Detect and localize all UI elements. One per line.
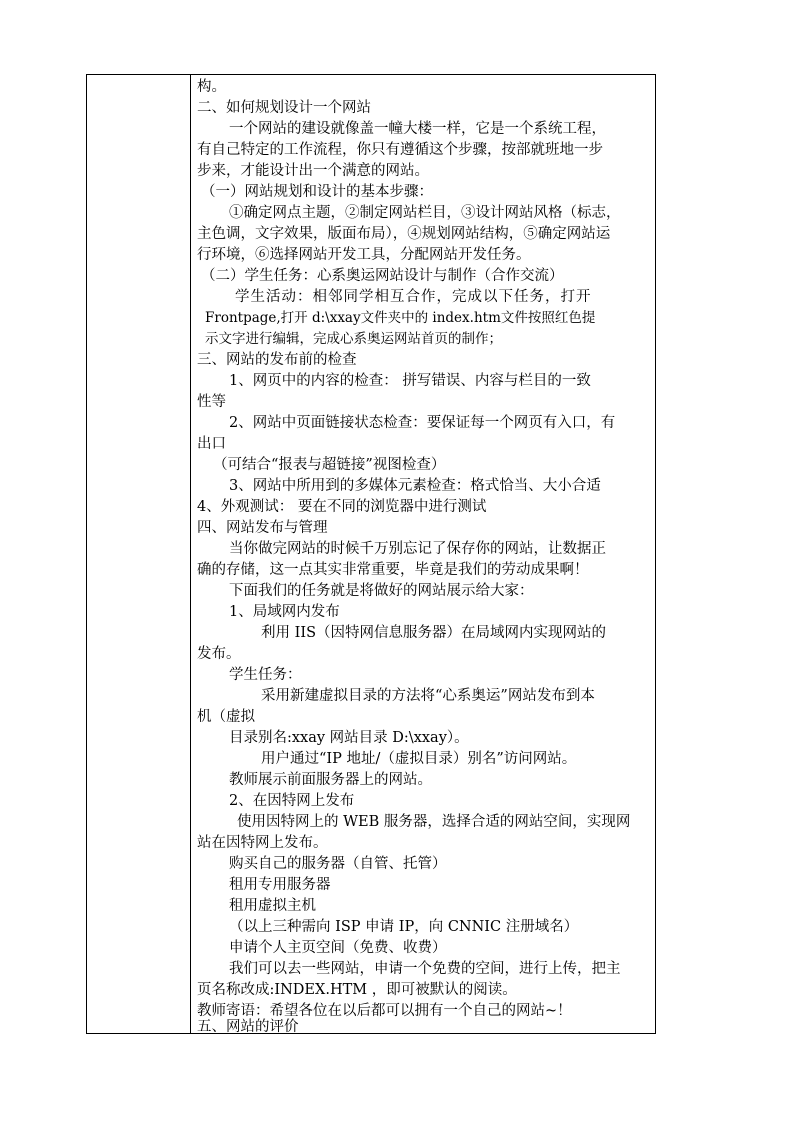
text-line: Frontpage,打开 d:\xxay文件夹中的 index.htm文件按照红色提 <box>205 310 596 326</box>
text-line: 构。 <box>197 79 226 95</box>
text-line: 3、网站中所用到的多媒体元素检查：格式恰当、大小合适 <box>229 478 601 494</box>
text-line: 学生任务： <box>229 667 302 683</box>
subsection-heading: （二）学生任务：心系奥运网站设计与制作（合作交流） <box>201 268 564 284</box>
section-heading: 二、如何规划设计一个网站 <box>197 100 371 116</box>
text-line: 教师展示前面服务器上的网站。 <box>229 772 432 788</box>
text-line: 2、在因特网上发布 <box>229 793 355 809</box>
text-line: 步来，才能设计出一个满意的网站。 <box>197 163 429 179</box>
text-line: 使用因特网上的 WEB 服务器，选择合适的网站空间，实现网 <box>237 814 631 830</box>
text-line: 利用 IIS（因特网信息服务器）在局域网内实现网站的 <box>261 625 606 641</box>
text-line: 有自己特定的工作流程，你只有遵循这个步骤，按部就班地一步 <box>197 142 603 158</box>
subsection-heading: （一）网站规划和设计的基本步骤： <box>201 184 433 200</box>
text-line: 确的存储，这一点其实非常重要，毕竟是我们的劳动成果啊！ <box>197 562 589 578</box>
text-line: 1、网页中的内容的检查： 拼写错误、内容与栏目的一致 <box>229 373 591 389</box>
text-line: 租用专用服务器 <box>229 877 331 893</box>
text-line: 性等 <box>197 394 226 410</box>
text-line: 4、外观测试： 要在不同的浏览器中进行测试 <box>197 499 487 515</box>
text-line: 购买自己的服务器（自管、托管） <box>229 856 447 872</box>
text-line: 下面我们的任务就是将做好的网站展示给大家： <box>229 583 534 599</box>
text-line: 出口 <box>197 436 226 452</box>
text-line: 页名称改成:INDEX.HTM ，即可被默认的阅读。 <box>197 982 517 998</box>
text-line: 示文字进行编辑，完成心系奥运网站首页的制作； <box>205 331 502 347</box>
text-line: （以上三种需向 ISP 申请 IP，向 CNNIC 注册域名） <box>229 919 579 935</box>
section-heading: 四、网站发布与管理 <box>197 520 328 536</box>
section-heading: 五、网站的评价 <box>197 1019 299 1035</box>
left-column-cell <box>87 75 191 1033</box>
text-line: 目录别名:xxay 网站目录 D:\xxay）。 <box>229 730 469 746</box>
text-line: 租用虚拟主机 <box>229 898 316 914</box>
text-line: 采用新建虚拟目录的方法将“心系奥运”网站发布到本 <box>261 688 595 704</box>
section-heading: 三、网站的发布前的检查 <box>197 352 357 368</box>
text-line: 发布。 <box>197 646 241 662</box>
text-line: 用户通过“IP 地址/（虚拟目录）别名”访问网站。 <box>261 751 577 767</box>
text-line: （可结合“报表与超链接”视图检查） <box>213 457 446 473</box>
text-line: ①确定网点主题，②制定网站栏目，③设计网站风格（标志， <box>229 205 621 221</box>
text-line: 1、局域网内发布 <box>229 604 340 620</box>
text-line: 主色调，文字效果，版面布局），④规划网站结构，⑤确定网站运 <box>197 226 611 242</box>
lesson-table <box>86 74 656 1034</box>
text-line: 机（虚拟 <box>197 709 255 725</box>
text-line: 教师寄语：希望各位在以后都可以拥有一个自己的网站~！ <box>197 1003 572 1019</box>
text-line: 站在因特网上发布。 <box>197 835 328 851</box>
text-line: 申请个人主页空间（免费、收费） <box>229 940 447 956</box>
text-line: 一个网站的建设就像盖一幢大楼一样，它是一个系统工程， <box>229 121 606 137</box>
text-line: 行环境，⑥选择网站开发工具，分配网站开发任务。 <box>197 247 531 263</box>
text-line: 2、网站中页面链接状态检查：要保证每一个网页有入口，有 <box>229 415 616 431</box>
text-line: 学生活动：相邻同学相互合作，完成以下任务，打开 <box>235 289 592 305</box>
text-line: 当你做完网站的时候千万别忘记了保存你的网站，让数据正 <box>229 541 606 557</box>
text-line: 我们可以去一些网站，申请一个免费的空间，进行上传，把主 <box>229 961 621 977</box>
